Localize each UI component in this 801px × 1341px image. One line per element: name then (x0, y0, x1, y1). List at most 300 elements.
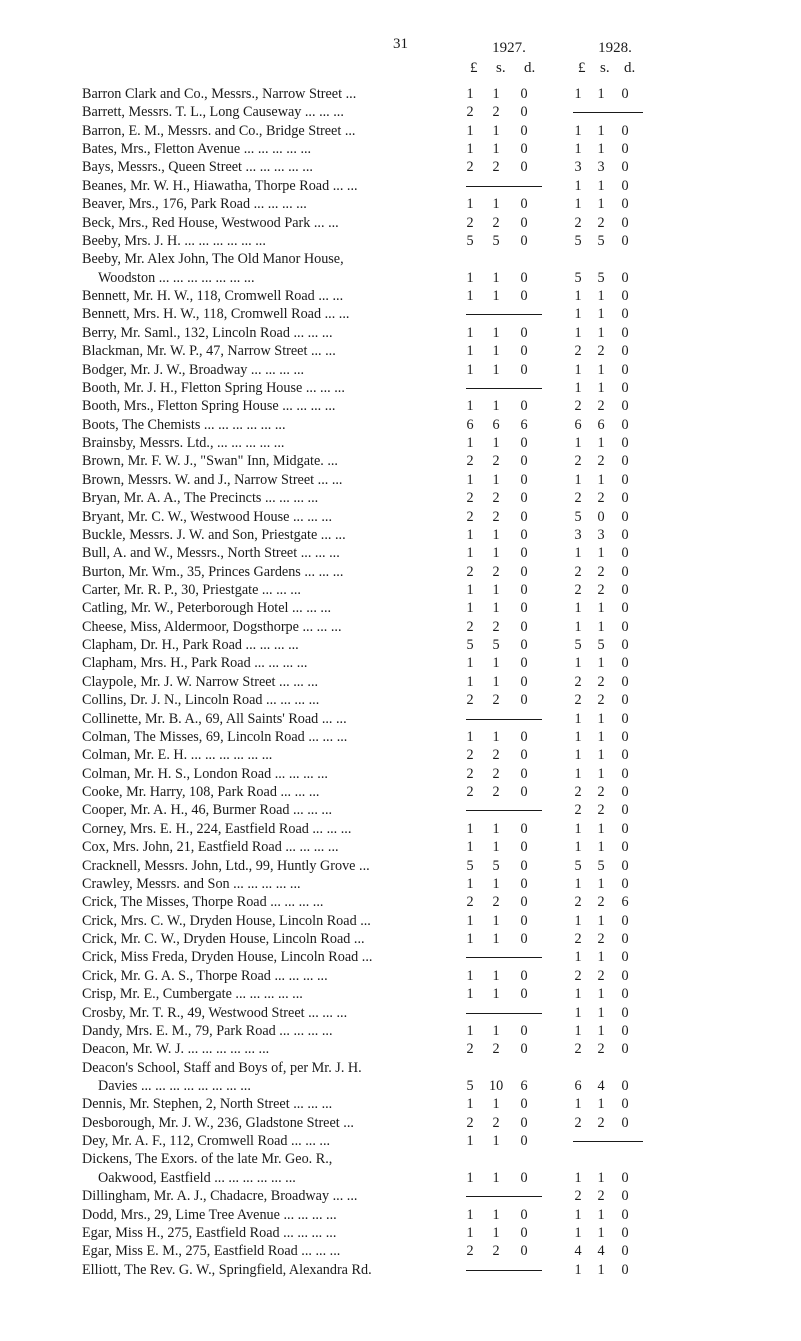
amount-shillings: 1 (597, 747, 605, 764)
amount-shillings: 1 (597, 949, 605, 966)
list-item (0, 86, 801, 102)
amount-pounds: 2 (574, 563, 582, 580)
amount-shillings: 0 (597, 508, 605, 525)
amount-pounds: 1 (574, 765, 582, 782)
amount-pounds: 2 (574, 967, 582, 984)
subscriber-name: Bates, Mrs., Fletton Avenue ... ... ... ... ... (82, 141, 312, 158)
amount-pounds: 4 (574, 1243, 582, 1260)
amount-pence: 0 (621, 379, 629, 396)
amount-pence: 0 (621, 86, 629, 102)
amount-pence: 0 (520, 912, 528, 929)
amount-pounds: 2 (466, 747, 474, 764)
list-item (0, 968, 801, 984)
list-item (0, 270, 801, 286)
list-item (0, 582, 801, 598)
amount-pence: 0 (621, 839, 629, 856)
subscriber-name: Crawley, Messrs. and Son ... ... ... ... ... (82, 875, 301, 892)
amount-shillings: 10 (489, 1077, 504, 1094)
amount-pence: 0 (621, 747, 629, 764)
list-item (0, 233, 801, 249)
amount-shillings: 1 (492, 398, 500, 415)
amount-pounds: 2 (574, 453, 582, 470)
amount-pounds: 1 (574, 471, 582, 488)
amount-shillings: 1 (492, 931, 500, 948)
amount-pounds: 1 (574, 1206, 582, 1223)
amount-pence: 0 (520, 1096, 528, 1113)
amount-pence: 0 (621, 728, 629, 745)
amount-shillings: 2 (597, 563, 605, 580)
amount-pence: 0 (520, 435, 528, 452)
amount-pence: 0 (520, 1169, 528, 1186)
amount-pence: 0 (520, 196, 528, 213)
amount-pence: 0 (621, 1261, 629, 1278)
subscriber-name: Beeby, Mrs. J. H. ... ... ... ... ... ... (82, 232, 266, 249)
amount-shillings: 2 (492, 508, 500, 525)
amount-shillings: 1 (492, 471, 500, 488)
amount-shillings: 1 (492, 269, 500, 286)
amount-pounds: 1 (466, 1206, 474, 1223)
amount-shillings: 1 (597, 324, 605, 341)
amount-pence: 0 (520, 967, 528, 984)
amount-pence: 0 (520, 526, 528, 543)
amount-pence: 0 (621, 949, 629, 966)
amount-shillings: 2 (597, 931, 605, 948)
amount-shillings: 2 (597, 784, 605, 801)
amount-pence: 0 (520, 820, 528, 837)
amount-pounds: 1 (574, 655, 582, 672)
amount-pounds: 2 (466, 214, 474, 231)
amount-pence: 0 (520, 104, 528, 121)
amount-pounds: 1 (574, 912, 582, 929)
subscriber-name: Bennett, Mr. H. W., 118, Cromwell Road ... ... (82, 288, 344, 305)
amount-pence: 0 (520, 986, 528, 1003)
amount-pence: 0 (621, 508, 629, 525)
amount-shillings: 4 (597, 1077, 605, 1094)
unit-shillings: s. (496, 60, 506, 76)
amount-pounds: 1 (574, 728, 582, 745)
amount-pence: 0 (621, 288, 629, 305)
amount-shillings: 2 (492, 618, 500, 635)
subscriber-name: Buckle, Messrs. J. W. and Son, Priestgate ... ... (82, 526, 346, 543)
amount-shillings: 2 (492, 894, 500, 911)
list-item (0, 766, 801, 782)
amount-shillings: 1 (597, 471, 605, 488)
list-item (0, 251, 801, 267)
subscriber-name: Egar, Miss H., 275, Eastfield Road ... ... ... ... (82, 1224, 337, 1241)
amount-pence: 0 (621, 214, 629, 231)
amount-pence: 0 (520, 398, 528, 415)
amount-pounds: 3 (574, 159, 582, 176)
amount-shillings: 1 (597, 875, 605, 892)
amount-pounds: 1 (574, 379, 582, 396)
page-number: 31 (393, 36, 408, 52)
amount-pence: 0 (621, 1224, 629, 1241)
amount-pence: 0 (621, 563, 629, 580)
no-subscription-dash (466, 1013, 542, 1014)
subscriber-name: Beaver, Mrs., 176, Park Road ... ... ... ... (82, 196, 307, 213)
amount-pence: 0 (520, 600, 528, 617)
amount-shillings: 1 (492, 288, 500, 305)
amount-pounds: 1 (466, 545, 474, 562)
amount-shillings: 2 (597, 1188, 605, 1205)
amount-pounds: 1 (574, 122, 582, 139)
amount-pounds: 1 (574, 435, 582, 452)
amount-pounds: 2 (466, 453, 474, 470)
subscriber-name: Barrett, Messrs. T. L., Long Causeway ... ... ... (82, 104, 344, 121)
amount-pounds: 2 (466, 104, 474, 121)
amount-pence: 0 (520, 471, 528, 488)
subscriber-name: Catling, Mr. W., Peterborough Hotel ... ... ... (82, 600, 332, 617)
list-item (0, 784, 801, 800)
amount-pounds: 1 (466, 986, 474, 1003)
amount-pounds: 1 (466, 931, 474, 948)
amount-shillings: 1 (597, 196, 605, 213)
amount-shillings: 2 (597, 453, 605, 470)
amount-pence: 0 (621, 600, 629, 617)
amount-pence: 0 (520, 1243, 528, 1260)
amount-pence: 0 (520, 857, 528, 874)
subscriber-name: Berry, Mr. Saml., 132, Lincoln Road ... ... ... (82, 324, 333, 341)
amount-shillings: 2 (597, 1041, 605, 1058)
amount-pounds: 1 (466, 269, 474, 286)
amount-shillings: 1 (597, 288, 605, 305)
list-item (0, 931, 801, 947)
subscriber-name: Barron, E. M., Messrs. and Co., Bridge Street ... (82, 122, 356, 139)
amount-pounds: 2 (466, 490, 474, 507)
amount-pounds: 1 (574, 288, 582, 305)
subscriber-name: Bryan, Mr. A. A., The Precincts ... ... ... ... (82, 490, 319, 507)
no-subscription-dash (466, 1196, 542, 1197)
list-item (0, 196, 801, 212)
unit-pence: d. (524, 60, 536, 76)
amount-pounds: 2 (574, 1041, 582, 1058)
amount-pence: 0 (520, 655, 528, 672)
subscriber-name: Crosby, Mr. T. R., 49, Westwood Street ... ... ... (82, 1004, 348, 1021)
subscriber-name: Beanes, Mr. W. H., Hiawatha, Thorpe Road ... ... (82, 177, 358, 194)
amount-pounds: 2 (466, 784, 474, 801)
subscriber-name: Dodd, Mrs., 29, Lime Tree Avenue ... ... ... ... (82, 1206, 337, 1223)
list-item (0, 1207, 801, 1223)
amount-shillings: 3 (597, 159, 605, 176)
amount-pence: 0 (520, 784, 528, 801)
amount-pence: 0 (520, 931, 528, 948)
amount-pounds: 1 (466, 839, 474, 856)
list-item (0, 1151, 801, 1167)
amount-shillings: 1 (492, 1224, 500, 1241)
amount-pounds: 5 (466, 637, 474, 654)
subscriber-name: Crick, Mr. G. A. S., Thorpe Road ... ... ... ... (82, 967, 328, 984)
subscriber-name: Bays, Messrs., Queen Street ... ... ... ... ... (82, 159, 313, 176)
amount-shillings: 1 (492, 600, 500, 617)
amount-shillings: 4 (597, 1243, 605, 1260)
amount-shillings: 2 (492, 563, 500, 580)
list-item (0, 839, 801, 855)
amount-pounds: 1 (574, 618, 582, 635)
amount-pence: 0 (621, 141, 629, 158)
list-item (0, 747, 801, 763)
list-item (0, 178, 801, 194)
list-item (0, 1060, 801, 1076)
subscriber-name: Cooper, Mr. A. H., 46, Burmer Road ... ... ... (82, 802, 333, 819)
subscriber-name: Cracknell, Messrs. John, Ltd., 99, Huntly Grove ... (82, 857, 370, 874)
list-item (0, 288, 801, 304)
subscriber-name: Carter, Mr. R. P., 30, Priestgate ... ... ... (82, 581, 301, 598)
amount-pounds: 1 (574, 1022, 582, 1039)
list-item (0, 729, 801, 745)
amount-pounds: 5 (574, 232, 582, 249)
subscriber-name: Brainsby, Messrs. Ltd., ... ... ... ... ... (82, 435, 285, 452)
list-item (0, 1041, 801, 1057)
amount-pence: 0 (621, 784, 629, 801)
no-subscription-dash (573, 112, 643, 113)
amount-pence: 0 (520, 581, 528, 598)
amount-shillings: 2 (597, 967, 605, 984)
list-item (0, 1115, 801, 1131)
amount-pounds: 1 (574, 86, 582, 102)
amount-pounds: 1 (466, 967, 474, 984)
amount-shillings: 1 (597, 839, 605, 856)
amount-pounds: 2 (466, 692, 474, 709)
amount-pounds: 1 (466, 1096, 474, 1113)
amount-pence: 0 (520, 214, 528, 231)
subscriber-name: Desborough, Mr. J. W., 236, Gladstone Street ... (82, 1114, 354, 1131)
amount-pounds: 1 (466, 288, 474, 305)
amount-pence: 0 (621, 232, 629, 249)
amount-shillings: 1 (492, 673, 500, 690)
list-item (0, 564, 801, 580)
amount-shillings: 2 (597, 673, 605, 690)
amount-shillings: 1 (597, 655, 605, 672)
amount-shillings: 1 (492, 1022, 500, 1039)
amount-shillings: 1 (597, 1261, 605, 1278)
amount-pounds: 5 (574, 269, 582, 286)
amount-pence: 0 (621, 545, 629, 562)
list-item (0, 1225, 801, 1241)
amount-pounds: 6 (574, 416, 582, 433)
amount-shillings: 2 (492, 214, 500, 231)
amount-shillings: 2 (492, 104, 500, 121)
subscriber-name: Collinette, Mr. B. A., 69, All Saints' Road ... ... (82, 710, 347, 727)
amount-pounds: 1 (466, 196, 474, 213)
amount-shillings: 1 (597, 1004, 605, 1021)
list-item (0, 123, 801, 139)
amount-pounds: 6 (574, 1077, 582, 1094)
list-item (0, 1262, 801, 1278)
list-item (0, 986, 801, 1002)
amount-pounds: 1 (466, 324, 474, 341)
list-item (0, 637, 801, 653)
amount-shillings: 1 (597, 141, 605, 158)
amount-pounds: 2 (466, 894, 474, 911)
subscriber-name: Colman, Mr. H. S., London Road ... ... ... ... (82, 765, 328, 782)
subscriber-name: Crisp, Mr. E., Cumbergate ... ... ... ... ... (82, 986, 303, 1003)
list-item (0, 159, 801, 175)
amount-shillings: 1 (492, 545, 500, 562)
amount-pounds: 3 (574, 526, 582, 543)
amount-pence: 6 (520, 1077, 528, 1094)
amount-shillings: 1 (492, 820, 500, 837)
amount-pence: 0 (621, 490, 629, 507)
amount-shillings: 2 (597, 490, 605, 507)
amount-shillings: 1 (492, 343, 500, 360)
amount-pounds: 2 (466, 508, 474, 525)
amount-shillings: 1 (597, 122, 605, 139)
amount-pounds: 2 (574, 1114, 582, 1131)
amount-pounds: 1 (466, 655, 474, 672)
subscriber-name: Beck, Mrs., Red House, Westwood Park ... ... (82, 214, 339, 231)
amount-pence: 0 (621, 857, 629, 874)
subscriber-name: Brown, Mr. F. W. J., "Swan" Inn, Midgate. ... (82, 453, 338, 470)
amount-shillings: 2 (492, 784, 500, 801)
subscriber-name: Crick, Mrs. C. W., Dryden House, Lincoln Road ... (82, 912, 371, 929)
list-item (0, 1078, 801, 1094)
amount-pounds: 1 (466, 1133, 474, 1150)
no-subscription-dash (466, 1270, 542, 1271)
amount-pounds: 2 (574, 581, 582, 598)
list-item (0, 215, 801, 231)
amount-pence: 0 (520, 86, 528, 102)
amount-pounds: 1 (574, 361, 582, 378)
subscriber-name: Booth, Mr. J. H., Fletton Spring House ... ... ... (82, 379, 345, 396)
year-header-1928: 1928. (598, 40, 632, 56)
amount-pence: 6 (520, 416, 528, 433)
amount-pence: 0 (520, 453, 528, 470)
amount-pence: 0 (520, 839, 528, 856)
amount-shillings: 1 (597, 1206, 605, 1223)
amount-shillings: 2 (597, 214, 605, 231)
list-item (0, 1023, 801, 1039)
amount-pounds: 1 (466, 526, 474, 543)
amount-pence: 0 (520, 747, 528, 764)
no-subscription-dash (573, 1141, 643, 1142)
amount-pence: 0 (621, 875, 629, 892)
amount-pounds: 5 (574, 508, 582, 525)
subscriber-name: Clapham, Dr. H., Park Road ... ... ... ... (82, 637, 299, 654)
amount-shillings: 1 (492, 655, 500, 672)
amount-pounds: 5 (574, 637, 582, 654)
no-subscription-dash (466, 186, 542, 187)
unit-shillings: s. (600, 60, 610, 76)
amount-pence: 0 (520, 545, 528, 562)
amount-pounds: 5 (466, 1077, 474, 1094)
amount-shillings: 1 (597, 545, 605, 562)
subscriber-name: Crick, Miss Freda, Dryden House, Lincoln Road ... (82, 949, 373, 966)
list-item (0, 104, 801, 120)
amount-shillings: 1 (492, 967, 500, 984)
amount-pence: 0 (621, 1004, 629, 1021)
amount-shillings: 2 (492, 692, 500, 709)
amount-pence: 0 (621, 1096, 629, 1113)
list-item (0, 619, 801, 635)
amount-shillings: 5 (492, 857, 500, 874)
amount-pounds: 1 (574, 986, 582, 1003)
amount-pounds: 1 (574, 1169, 582, 1186)
subscriber-name: Boots, The Chemists ... ... ... ... ... ... (82, 416, 286, 433)
amount-pounds: 2 (574, 490, 582, 507)
subscriber-name: Bodger, Mr. J. W., Broadway ... ... ... ... (82, 361, 305, 378)
amount-pence: 0 (621, 692, 629, 709)
amount-pence: 0 (621, 398, 629, 415)
list-item (0, 655, 801, 671)
list-item (0, 380, 801, 396)
amount-shillings: 5 (492, 232, 500, 249)
list-item (0, 949, 801, 965)
amount-pence: 0 (621, 618, 629, 635)
list-item (0, 692, 801, 708)
subscriber-name: Oakwood, Eastfield ... ... ... ... ... ... (98, 1169, 296, 1186)
amount-shillings: 1 (597, 361, 605, 378)
list-item (0, 325, 801, 341)
subscriber-name: Brown, Messrs. W. and J., Narrow Street ... ... (82, 471, 343, 488)
amount-shillings: 1 (492, 875, 500, 892)
amount-pence: 6 (621, 894, 629, 911)
amount-pence: 0 (520, 122, 528, 139)
amount-pence: 0 (621, 931, 629, 948)
amount-shillings: 1 (492, 581, 500, 598)
subscriber-name: Collins, Dr. J. N., Lincoln Road ... ... ... ... (82, 692, 320, 709)
list-item (0, 453, 801, 469)
amount-pounds: 1 (574, 141, 582, 158)
amount-shillings: 1 (492, 141, 500, 158)
unit-pence: d. (624, 60, 636, 76)
amount-pence: 0 (621, 655, 629, 672)
amount-pence: 0 (621, 159, 629, 176)
amount-pence: 0 (621, 1206, 629, 1223)
amount-pounds: 1 (574, 710, 582, 727)
amount-shillings: 1 (492, 196, 500, 213)
subscriber-name: Corney, Mrs. E. H., 224, Eastfield Road ... ... ... (82, 820, 352, 837)
amount-pounds: 1 (466, 820, 474, 837)
amount-shillings: 1 (597, 765, 605, 782)
amount-pounds: 2 (574, 214, 582, 231)
amount-pence: 0 (520, 288, 528, 305)
amount-shillings: 2 (492, 1114, 500, 1131)
subscriber-name: Booth, Mrs., Fletton Spring House ... ... ... ... (82, 398, 336, 415)
amount-pounds: 1 (574, 1004, 582, 1021)
amount-pounds: 1 (466, 86, 474, 102)
amount-shillings: 1 (597, 600, 605, 617)
amount-pounds: 1 (574, 324, 582, 341)
subscriber-name: Dillingham, Mr. A. J., Chadacre, Broadway ... ... (82, 1188, 358, 1205)
list-item (0, 894, 801, 910)
amount-pounds: 1 (466, 600, 474, 617)
amount-pence: 0 (520, 875, 528, 892)
amount-shillings: 1 (492, 839, 500, 856)
amount-shillings: 2 (492, 765, 500, 782)
amount-pounds: 6 (466, 416, 474, 433)
amount-shillings: 1 (492, 122, 500, 139)
amount-pounds: 1 (466, 122, 474, 139)
list-item (0, 306, 801, 322)
amount-pounds: 2 (574, 398, 582, 415)
amount-pence: 0 (520, 765, 528, 782)
amount-pence: 0 (520, 673, 528, 690)
amount-pounds: 1 (466, 361, 474, 378)
subscriber-name: Dennis, Mr. Stephen, 2, North Street ... ... ... (82, 1096, 333, 1113)
amount-pounds: 2 (466, 765, 474, 782)
list-item (0, 490, 801, 506)
subscriber-name: Cox, Mrs. John, 21, Eastfield Road ... ... ... ... (82, 839, 339, 856)
list-item (0, 527, 801, 543)
amount-shillings: 6 (597, 416, 605, 433)
list-item (0, 1188, 801, 1204)
amount-pence: 0 (621, 343, 629, 360)
amount-pounds: 1 (574, 820, 582, 837)
amount-shillings: 1 (492, 1206, 500, 1223)
amount-shillings: 1 (597, 379, 605, 396)
amount-pounds: 2 (466, 618, 474, 635)
amount-pounds: 1 (574, 1224, 582, 1241)
